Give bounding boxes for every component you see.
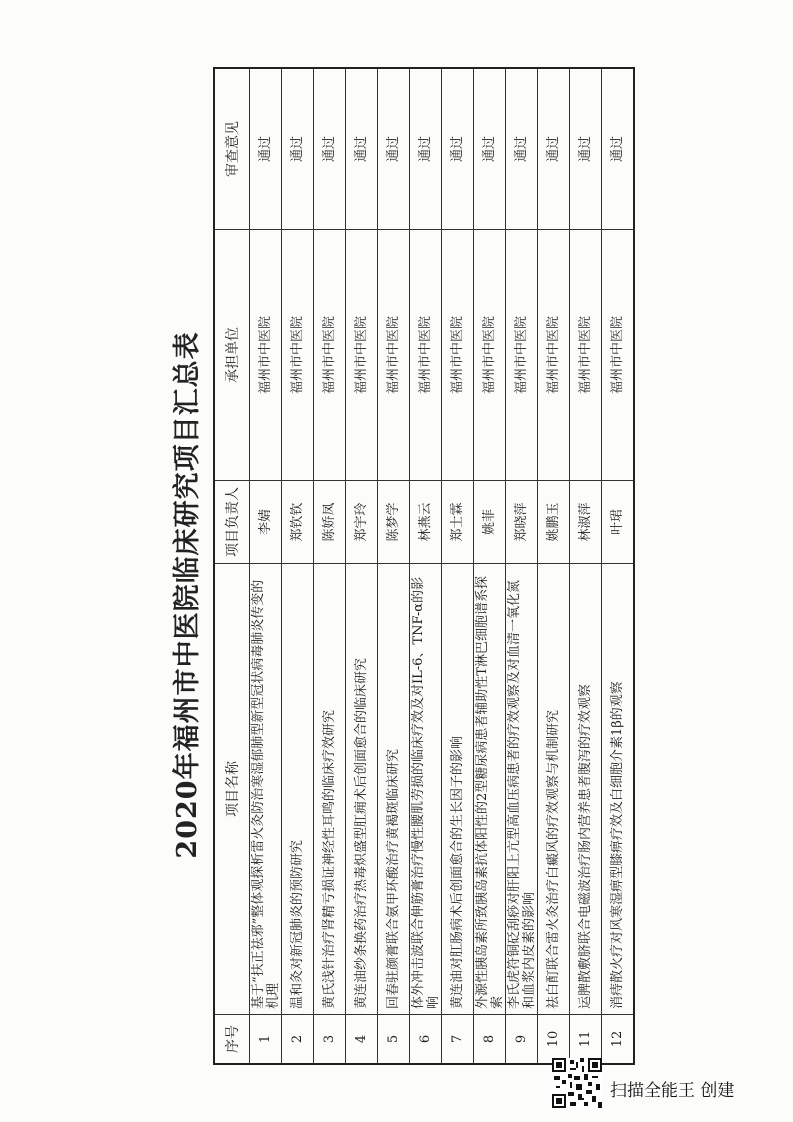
project-lead: 郑钦钦 xyxy=(282,481,314,564)
row-number: 8 xyxy=(474,1015,506,1065)
row-number: 1 xyxy=(250,1015,282,1065)
project-lead: 郑晓萍 xyxy=(506,481,538,564)
col-header-name: 项目名称 xyxy=(214,564,250,1015)
review-opinion: 通过 xyxy=(250,68,282,230)
review-opinion: 通过 xyxy=(506,68,538,230)
review-opinion: 通过 xyxy=(346,68,378,230)
project-name: 黄连油对肛肠病术后创面愈合的生长因子的影响 xyxy=(442,564,474,1015)
project-lead: 陈娇凤 xyxy=(314,481,346,564)
table-row xyxy=(410,68,442,1064)
host-unit: 福州市中医院 xyxy=(314,230,346,481)
host-unit: 福州市中医院 xyxy=(378,230,410,481)
table-row xyxy=(250,68,282,1064)
table-row xyxy=(602,68,635,1064)
project-name: 消痔散火疗对风寒湿痹型膝痹疗效及白细胞介素1β的观察 xyxy=(602,564,635,1015)
host-unit: 福州市中医院 xyxy=(538,230,570,481)
review-opinion: 通过 xyxy=(538,68,570,230)
qr-code-icon xyxy=(552,1058,602,1108)
project-name: 祛白酊联合雷火灸治疗白癜风的疗效观察与机制研究 xyxy=(538,564,570,1015)
project-lead: 姚菲 xyxy=(474,481,506,564)
row-number: 9 xyxy=(506,1015,538,1065)
col-header-no: 序号 xyxy=(214,1015,250,1065)
row-number: 6 xyxy=(410,1015,442,1065)
table-row xyxy=(378,68,410,1064)
table-row xyxy=(474,68,506,1064)
table-row xyxy=(538,68,570,1064)
col-header-opinion: 审查意见 xyxy=(214,68,250,230)
project-lead: 林淑萍 xyxy=(570,481,602,564)
scanner-watermark xyxy=(552,1058,782,1110)
row-number: 2 xyxy=(282,1015,314,1065)
project-lead: 郑宇玲 xyxy=(346,481,378,564)
scanner-app-credit: 扫描全能王 创建 xyxy=(610,1081,735,1101)
project-lead: 姚鹏玉 xyxy=(538,481,570,564)
project-lead: 叶珺 xyxy=(602,481,635,564)
review-opinion: 通过 xyxy=(378,68,410,230)
project-name: 温和灸对新冠肺炎的预防研究 xyxy=(282,564,314,1015)
project-lead: 陈梦学 xyxy=(378,481,410,564)
project-table xyxy=(213,67,635,1065)
table-header-row xyxy=(214,68,250,1064)
review-opinion: 通过 xyxy=(410,68,442,230)
col-header-lead: 项目负责人 xyxy=(214,481,250,564)
project-name: 外源性胰岛素所致胰岛素抗体阳性的2型糖尿病患者辅助性T淋巴细胞谱系探索 xyxy=(474,564,506,1015)
host-unit: 福州市中医院 xyxy=(250,230,282,481)
review-opinion: 通过 xyxy=(442,68,474,230)
project-lead: 林燕云 xyxy=(410,481,442,564)
table-row xyxy=(282,68,314,1064)
row-number: 11 xyxy=(570,1015,602,1065)
project-name: 基于“扶正祛邪”整体观探析雷火灸防治寒湿郁肺型新型冠状病毒肺炎传变的机理 xyxy=(250,564,282,1015)
project-name: 回春驻颜膏联合氨甲环酸治疗黄褐斑临床研究 xyxy=(378,564,410,1015)
project-name: 黄氏浅针治疗肾精亏损证神经性耳鸣的临床疗效研究 xyxy=(314,564,346,1015)
table-row xyxy=(442,68,474,1064)
row-number: 10 xyxy=(538,1015,570,1065)
review-opinion: 通过 xyxy=(570,68,602,230)
host-unit: 福州市中医院 xyxy=(474,230,506,481)
review-opinion: 通过 xyxy=(314,68,346,230)
host-unit: 福州市中医院 xyxy=(570,230,602,481)
table-row xyxy=(570,68,602,1064)
project-name: 黄连油纱条换药治疗热毒炽盛型肛痈术后创面愈合的临床研究 xyxy=(346,564,378,1015)
table-row xyxy=(314,68,346,1064)
table-row xyxy=(346,68,378,1064)
table-row xyxy=(506,68,538,1064)
review-opinion: 通过 xyxy=(474,68,506,230)
review-opinion: 通过 xyxy=(602,68,635,230)
project-lead: 郑士霖 xyxy=(442,481,474,564)
host-unit: 福州市中医院 xyxy=(346,230,378,481)
row-number: 12 xyxy=(602,1015,635,1065)
host-unit: 福州市中医院 xyxy=(602,230,635,481)
row-number: 3 xyxy=(314,1015,346,1065)
host-unit: 福州市中医院 xyxy=(410,230,442,481)
host-unit: 福州市中医院 xyxy=(282,230,314,481)
project-lead: 李婧 xyxy=(250,481,282,564)
host-unit: 福州市中医院 xyxy=(442,230,474,481)
project-name: 体外冲击波联合伸筋膏治疗慢性腰肌劳损的临床疗效及对IL-6、TNF-α的影响 xyxy=(410,564,442,1015)
host-unit: 福州市中医院 xyxy=(506,230,538,481)
rotated-document xyxy=(165,121,635,1065)
col-header-unit: 承担单位 xyxy=(214,230,250,481)
row-number: 5 xyxy=(378,1015,410,1065)
review-opinion: 通过 xyxy=(282,68,314,230)
document-title: 2020年福州市中医院临床研究项目汇总表 xyxy=(172,331,203,859)
row-number: 4 xyxy=(346,1015,378,1065)
row-number: 7 xyxy=(442,1015,474,1065)
project-name: 李氏虎符铜砭刮痧对肝阳上亢型高血压病患者的疗效观察及对血清一氧化氮和血浆内皮素的影响 xyxy=(506,564,538,1015)
project-name: 运脾散敷脐联合电磁波治疗肠内营养患者腹泻的疗效观察 xyxy=(570,564,602,1015)
